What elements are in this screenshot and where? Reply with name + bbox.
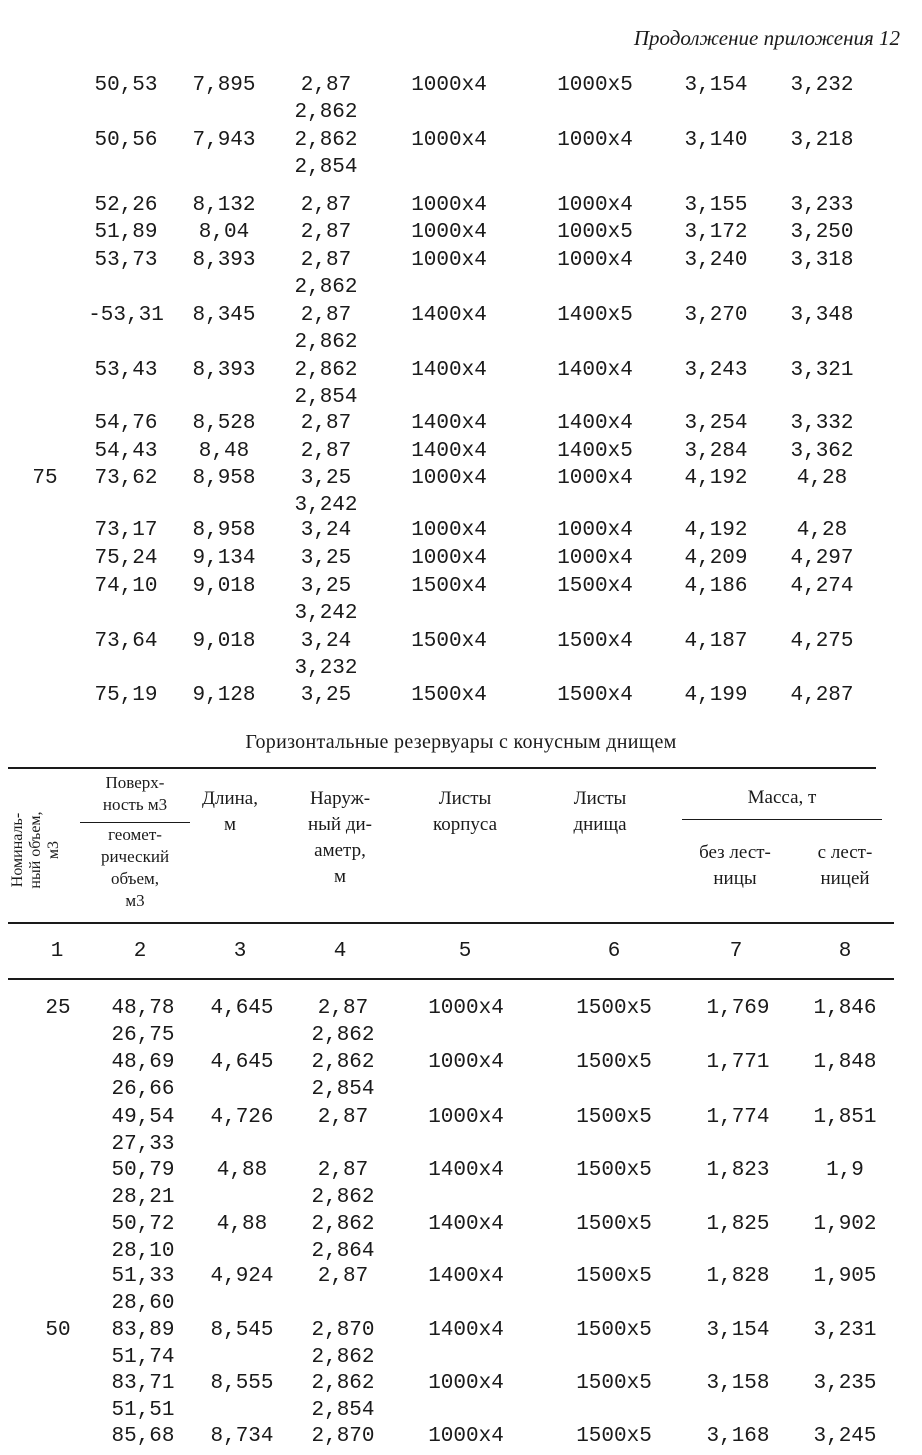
length-cell: 9,018 [192, 630, 256, 653]
geometric-volume-cell: 28,60 [111, 1292, 175, 1315]
surface-cell: -53,31 [88, 304, 164, 327]
mass-with-ladder-cell: 3,245 [813, 1425, 877, 1448]
mass-no-ladder-cell: 3,243 [684, 359, 748, 382]
surface-cell: 50,53 [94, 74, 158, 97]
shell-sheets-cell: 1000x4 [428, 1425, 504, 1448]
surface-cell: 51,89 [94, 221, 158, 244]
shell-sheets-cell: 1400x4 [428, 1319, 504, 1342]
diameter-cell: 2,862 [294, 129, 358, 152]
shell-sheets-cell: 1400x4 [411, 440, 487, 463]
surface-cell: 53,73 [94, 249, 158, 272]
surface-cell: 50,79 [111, 1159, 175, 1182]
mass-with-ladder-cell: 3,332 [790, 412, 854, 435]
diameter-cell: 2,862 [294, 276, 358, 299]
mass-with-ladder-cell: 3,231 [813, 1319, 877, 1342]
diameter-cell: 2,87 [300, 221, 352, 244]
diameter-cell: 3,24 [300, 630, 352, 653]
bottom-sheets-cell: 1000x4 [557, 467, 633, 490]
mass-with-ladder-cell: 3,318 [790, 249, 854, 272]
diameter-cell: 2,87 [317, 1159, 369, 1182]
mass-no-ladder-cell: 4,199 [684, 684, 748, 707]
mass-no-ladder-cell: 3,270 [684, 304, 748, 327]
header-geometric-volume: геомет- рический объем, м3 [100, 825, 170, 910]
length-cell: 8,393 [192, 359, 256, 382]
geometric-volume-cell: 28,10 [111, 1240, 175, 1263]
length-cell: 4,88 [216, 1213, 268, 1236]
length-cell: 4,924 [210, 1265, 274, 1288]
diameter-cell: 2,87 [300, 440, 352, 463]
shell-sheets-cell: 1000x4 [411, 221, 487, 244]
header-bottom-sheets: Листы днища [573, 788, 627, 835]
mass-no-ladder-cell: 4,186 [684, 575, 748, 598]
diameter-cell: 2,870 [311, 1319, 375, 1342]
column-number: 8 [838, 940, 852, 963]
shell-sheets-cell: 1000x4 [411, 519, 487, 542]
bottom-sheets-cell: 1000x5 [557, 221, 633, 244]
diameter-cell: 2,87 [300, 304, 352, 327]
shell-sheets-cell: 1000x4 [428, 1051, 504, 1074]
mass-no-ladder-cell: 3,240 [684, 249, 748, 272]
surface-cell: 83,71 [111, 1372, 175, 1395]
geometric-volume-cell: 51,51 [111, 1399, 175, 1422]
mass-no-ladder-cell: 1,774 [706, 1106, 770, 1129]
surface-cell: 50,56 [94, 129, 158, 152]
mass-no-ladder-cell: 1,828 [706, 1265, 770, 1288]
shell-sheets-cell: 1000x4 [411, 249, 487, 272]
mass-with-ladder-cell: 1,9 [826, 1159, 864, 1182]
bottom-sheets-cell: 1000x4 [557, 194, 633, 217]
diameter-cell: 2,87 [317, 1265, 369, 1288]
shell-sheets-cell: 1000x4 [428, 1106, 504, 1129]
diameter-cell: 2,854 [311, 1399, 375, 1422]
length-cell: 8,132 [192, 194, 256, 217]
diameter-cell: 2,87 [300, 74, 352, 97]
bottom-sheets-cell: 1500x5 [576, 1051, 652, 1074]
bottom-sheets-cell: 1500x4 [557, 630, 633, 653]
surface-cell: 73,17 [94, 519, 158, 542]
shell-sheets-cell: 1000x4 [411, 74, 487, 97]
mass-no-ladder-cell: 3,254 [684, 412, 748, 435]
length-cell: 4,645 [210, 1051, 274, 1074]
surface-cell: 48,69 [111, 1051, 175, 1074]
mass-no-ladder-cell: 1,769 [706, 997, 770, 1020]
surface-cell: 54,76 [94, 412, 158, 435]
diameter-cell: 2,862 [311, 1346, 375, 1369]
bottom-sheets-cell: 1500x5 [576, 1319, 652, 1342]
diameter-cell: 2,862 [311, 1186, 375, 1209]
mass-no-ladder-cell: 1,825 [706, 1213, 770, 1236]
surface-cell: 50,72 [111, 1213, 175, 1236]
shell-sheets-cell: 1000x4 [411, 467, 487, 490]
header-mass-no-ladder: без лест- ницы [699, 842, 771, 889]
section-title: Горизонтальные резервуары с конусным днищем [245, 731, 677, 753]
mass-with-ladder-cell: 1,848 [813, 1051, 877, 1074]
mass-no-ladder-cell: 3,154 [684, 74, 748, 97]
diameter-cell: 2,854 [294, 156, 358, 179]
shell-sheets-cell: 1500x4 [411, 684, 487, 707]
header-nominal-volume: Номиналь- ный объем, м3 [9, 811, 62, 889]
length-cell: 9,134 [192, 547, 256, 570]
diameter-cell: 2,87 [300, 249, 352, 272]
shell-sheets-cell: 1000x4 [428, 997, 504, 1020]
nominal-volume-cell: 50 [45, 1319, 71, 1342]
diameter-cell: 2,862 [311, 1213, 375, 1236]
diameter-cell: 3,24 [300, 519, 352, 542]
length-cell: 8,345 [192, 304, 256, 327]
header-mass-with-ladder: с лест- ницей [817, 842, 873, 889]
diameter-cell: 2,854 [294, 386, 358, 409]
mass-no-ladder-cell: 4,192 [684, 519, 748, 542]
bottom-sheets-cell: 1000x5 [557, 74, 633, 97]
mass-with-ladder-cell: 3,362 [790, 440, 854, 463]
header-surface: Поверх- ность м3 [102, 773, 168, 814]
bottom-sheets-cell: 1000x4 [557, 519, 633, 542]
length-cell: 8,958 [192, 519, 256, 542]
geometric-volume-cell: 28,21 [111, 1186, 175, 1209]
mass-no-ladder-cell: 3,284 [684, 440, 748, 463]
bottom-sheets-cell: 1500x4 [557, 575, 633, 598]
header-surface-rule [80, 822, 190, 823]
bottom-sheets-cell: 1400x4 [557, 412, 633, 435]
bottom-sheets-cell: 1000x4 [557, 547, 633, 570]
mass-with-ladder-cell: 1,905 [813, 1265, 877, 1288]
header-mass-rule [682, 819, 882, 820]
shell-sheets-cell: 1400x4 [428, 1159, 504, 1182]
length-cell: 7,895 [192, 74, 256, 97]
header-mass: Масса, т [747, 787, 817, 808]
diameter-cell: 2,862 [311, 1372, 375, 1395]
mass-with-ladder-cell: 1,851 [813, 1106, 877, 1129]
mass-no-ladder-cell: 1,771 [706, 1051, 770, 1074]
length-cell: 7,943 [192, 129, 256, 152]
mass-with-ladder-cell: 4,297 [790, 547, 854, 570]
length-cell: 8,545 [210, 1319, 274, 1342]
mass-no-ladder-cell: 3,158 [706, 1372, 770, 1395]
shell-sheets-cell: 1500x4 [411, 630, 487, 653]
diameter-cell: 3,25 [300, 467, 352, 490]
shell-sheets-cell: 1400x4 [411, 304, 487, 327]
bottom-sheets-cell: 1400x4 [557, 359, 633, 382]
mass-no-ladder-cell: 3,155 [684, 194, 748, 217]
bottom-sheets-cell: 1000x4 [557, 249, 633, 272]
length-cell: 8,528 [192, 412, 256, 435]
header-bottom-rule [8, 922, 894, 924]
bottom-sheets-cell: 1400x5 [557, 304, 633, 327]
diameter-cell: 2,864 [311, 1240, 375, 1263]
mass-with-ladder-cell: 3,232 [790, 74, 854, 97]
diameter-cell: 2,854 [311, 1078, 375, 1101]
header-shell-sheets: Листы корпуса [432, 788, 498, 835]
length-cell: 4,88 [216, 1159, 268, 1182]
length-cell: 8,958 [192, 467, 256, 490]
mass-with-ladder-cell: 3,233 [790, 194, 854, 217]
length-cell: 8,555 [210, 1372, 274, 1395]
mass-no-ladder-cell: 4,192 [684, 467, 748, 490]
surface-cell: 75,24 [94, 547, 158, 570]
diameter-cell: 2,862 [294, 101, 358, 124]
diameter-cell: 3,25 [300, 547, 352, 570]
length-cell: 8,393 [192, 249, 256, 272]
diameter-cell: 3,242 [294, 494, 358, 517]
diameter-cell: 3,232 [294, 657, 358, 680]
bottom-sheets-cell: 1500x5 [576, 1265, 652, 1288]
surface-cell: 83,89 [111, 1319, 175, 1342]
geometric-volume-cell: 26,66 [111, 1078, 175, 1101]
surface-cell: 54,43 [94, 440, 158, 463]
geometric-volume-cell: 51,74 [111, 1346, 175, 1369]
mass-no-ladder-cell: 4,187 [684, 630, 748, 653]
shell-sheets-cell: 1000x4 [428, 1372, 504, 1395]
bottom-sheets-cell: 1500x5 [576, 1106, 652, 1129]
shell-sheets-cell: 1000x4 [411, 129, 487, 152]
shell-sheets-cell: 1500x4 [411, 575, 487, 598]
surface-cell: 85,68 [111, 1425, 175, 1448]
mass-with-ladder-cell: 4,28 [796, 519, 848, 542]
mass-with-ladder-cell: 4,274 [790, 575, 854, 598]
surface-cell: 73,62 [94, 467, 158, 490]
mass-with-ladder-cell: 4,287 [790, 684, 854, 707]
diameter-cell: 2,870 [311, 1425, 375, 1448]
length-cell: 8,48 [198, 440, 250, 463]
column-numbers-rule [8, 978, 894, 980]
length-cell: 4,726 [210, 1106, 274, 1129]
shell-sheets-cell: 1400x4 [428, 1265, 504, 1288]
shell-sheets-cell: 1000x4 [411, 194, 487, 217]
header-top-rule [8, 767, 876, 769]
diameter-cell: 2,87 [300, 194, 352, 217]
geometric-volume-cell: 26,75 [111, 1024, 175, 1047]
diameter-cell: 2,87 [317, 1106, 369, 1129]
surface-cell: 49,54 [111, 1106, 175, 1129]
mass-no-ladder-cell: 1,823 [706, 1159, 770, 1182]
diameter-cell: 2,862 [294, 331, 358, 354]
mass-no-ladder-cell: 3,168 [706, 1425, 770, 1448]
bottom-sheets-cell: 1500x5 [576, 1159, 652, 1182]
diameter-cell: 3,242 [294, 602, 358, 625]
mass-with-ladder-cell: 4,275 [790, 630, 854, 653]
mass-no-ladder-cell: 3,172 [684, 221, 748, 244]
diameter-cell: 2,862 [294, 359, 358, 382]
shell-sheets-cell: 1000x4 [411, 547, 487, 570]
column-number: 2 [133, 940, 147, 963]
mass-with-ladder-cell: 3,321 [790, 359, 854, 382]
bottom-sheets-cell: 1000x4 [557, 129, 633, 152]
bottom-sheets-cell: 1500x5 [576, 1425, 652, 1448]
mass-with-ladder-cell: 3,250 [790, 221, 854, 244]
surface-cell: 74,10 [94, 575, 158, 598]
column-number: 1 [50, 940, 64, 963]
mass-with-ladder-cell: 1,902 [813, 1213, 877, 1236]
mass-no-ladder-cell: 3,154 [706, 1319, 770, 1342]
bottom-sheets-cell: 1500x5 [576, 1372, 652, 1395]
surface-cell: 73,64 [94, 630, 158, 653]
diameter-cell: 3,25 [300, 575, 352, 598]
bottom-sheets-cell: 1500x4 [557, 684, 633, 707]
surface-cell: 51,33 [111, 1265, 175, 1288]
column-number: 6 [607, 940, 621, 963]
length-cell: 9,018 [192, 575, 256, 598]
mass-with-ladder-cell: 4,28 [796, 467, 848, 490]
shell-sheets-cell: 1400x4 [411, 359, 487, 382]
header-diameter: Наруж- ный ди- аметр, м [307, 788, 372, 887]
running-head: Продолжение приложения 12 [633, 26, 900, 50]
surface-cell: 53,43 [94, 359, 158, 382]
geometric-volume-cell: 27,33 [111, 1133, 175, 1156]
surface-cell: 48,78 [111, 997, 175, 1020]
length-cell: 4,645 [210, 997, 274, 1020]
shell-sheets-cell: 1400x4 [411, 412, 487, 435]
shell-sheets-cell: 1400x4 [428, 1213, 504, 1236]
diameter-cell: 2,87 [317, 997, 369, 1020]
column-number: 5 [458, 940, 472, 963]
column-number: 3 [233, 940, 247, 963]
length-cell: 9,128 [192, 684, 256, 707]
bottom-sheets-cell: 1500x5 [576, 1213, 652, 1236]
mass-with-ladder-cell: 3,235 [813, 1372, 877, 1395]
diameter-cell: 2,862 [311, 1024, 375, 1047]
length-cell: 8,04 [198, 221, 250, 244]
bottom-sheets-cell: 1500x5 [576, 997, 652, 1020]
surface-cell: 52,26 [94, 194, 158, 217]
surface-cell: 75,19 [94, 684, 158, 707]
diameter-cell: 2,862 [311, 1051, 375, 1074]
mass-no-ladder-cell: 4,209 [684, 547, 748, 570]
nominal-volume-cell: 75 [32, 467, 58, 490]
nominal-volume-cell: 25 [45, 997, 71, 1020]
mass-with-ladder-cell: 3,218 [790, 129, 854, 152]
column-number: 4 [333, 940, 347, 963]
mass-with-ladder-cell: 3,348 [790, 304, 854, 327]
diameter-cell: 2,87 [300, 412, 352, 435]
bottom-sheets-cell: 1400x5 [557, 440, 633, 463]
length-cell: 8,734 [210, 1425, 274, 1448]
column-number: 7 [729, 940, 743, 963]
mass-with-ladder-cell: 1,846 [813, 997, 877, 1020]
diameter-cell: 3,25 [300, 684, 352, 707]
header-length: Длина, м [202, 788, 258, 835]
mass-no-ladder-cell: 3,140 [684, 129, 748, 152]
